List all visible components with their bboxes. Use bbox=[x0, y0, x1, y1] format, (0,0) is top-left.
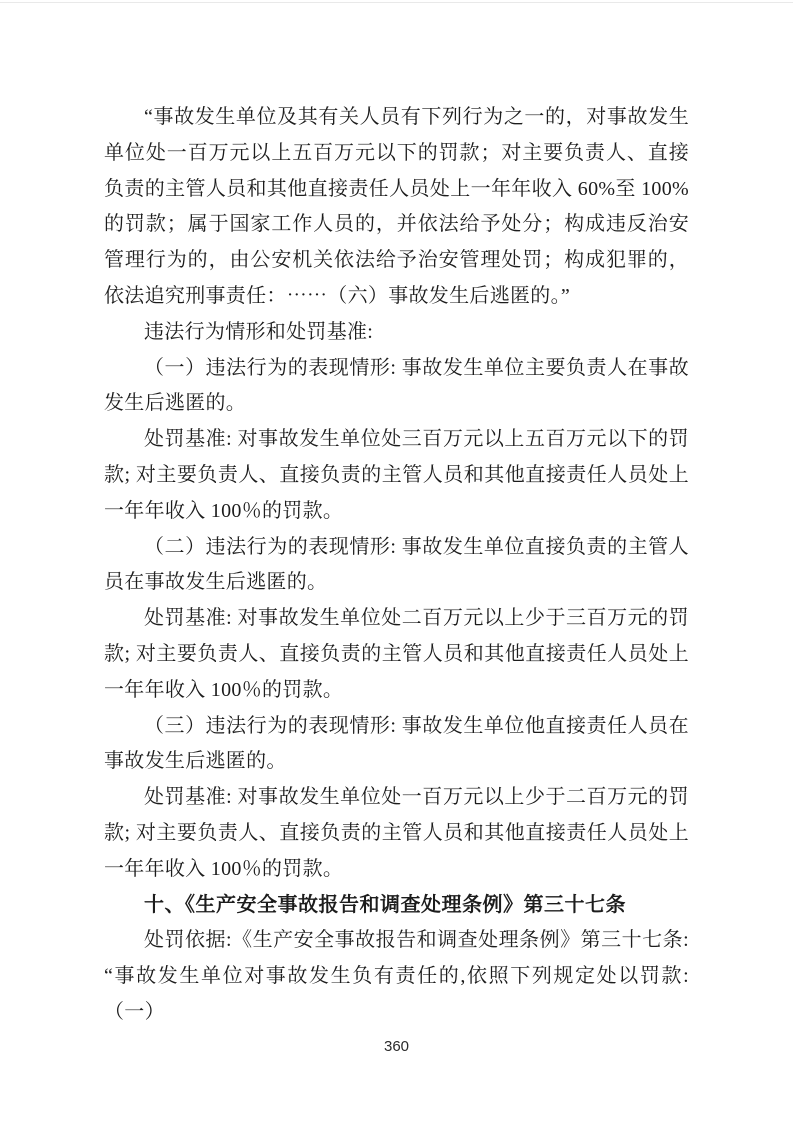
section-heading: 十、《生产安全事故报告和调查处理条例》第三十七条 bbox=[144, 893, 626, 916]
paragraph: （三）违法行为的表现情形: 事故发生单位他直接责任人员在事故发生后逃匿的。 bbox=[104, 714, 689, 773]
paragraph: 处罚基准: 对事故发生单位处二百万元以上少于三百万元的罚款; 对主要负责人、直接负责的主管人员和其他直接责任人员处上一年年收入 100％的罚款。 bbox=[104, 607, 689, 701]
paragraph: （一）违法行为的表现情形: 事故发生单位主要负责人在事故发生后逃匿的。 bbox=[104, 356, 689, 415]
paragraph: 处罚基准: 对事故发生单位处三百万元以上五百万元以下的罚款; 对主要负责人、直接负责的主管人员和其他直接责任人员处上一年年收入 100％的罚款。 bbox=[104, 428, 689, 522]
page-top-edge bbox=[0, 2, 793, 3]
document-body bbox=[104, 100, 689, 1031]
paragraph: （二）违法行为的表现情形: 事故发生单位直接负责的主管人员在事故发生后逃匿的。 bbox=[104, 535, 689, 594]
page-number: 360 bbox=[383, 1038, 410, 1055]
paragraph: “事故发生单位及其有关人员有下列行为之一的，对事故发生单位处一百万元以上五百万元以下的罚款；对主要负责人、直接负责的主管人员和其他直接责任人员处上一年年收入 60%至 100%的罚款；属于国家工作人员的，并依法给予处分；构成违反治安管理行为的，由公安机关依法给予治安管理处罚；构成犯罪的，依法追究刑事责任：⋯⋯（六）事故发生后逃匿的。” bbox=[104, 106, 689, 307]
paragraph: 处罚依据:《生产安全事故报告和调查处理条例》第三十七条: “事故发生单位对事故发生负有责任的,依照下列规定处以罚款:（一） bbox=[104, 929, 689, 1023]
paragraph: 违法行为情形和处罚基准: bbox=[144, 320, 374, 343]
paragraph: 处罚基准: 对事故发生单位处一百万元以上少于二百万元的罚款; 对主要负责人、直接负责的主管人员和其他直接责任人员处上一年年收入 100％的罚款。 bbox=[104, 786, 689, 880]
